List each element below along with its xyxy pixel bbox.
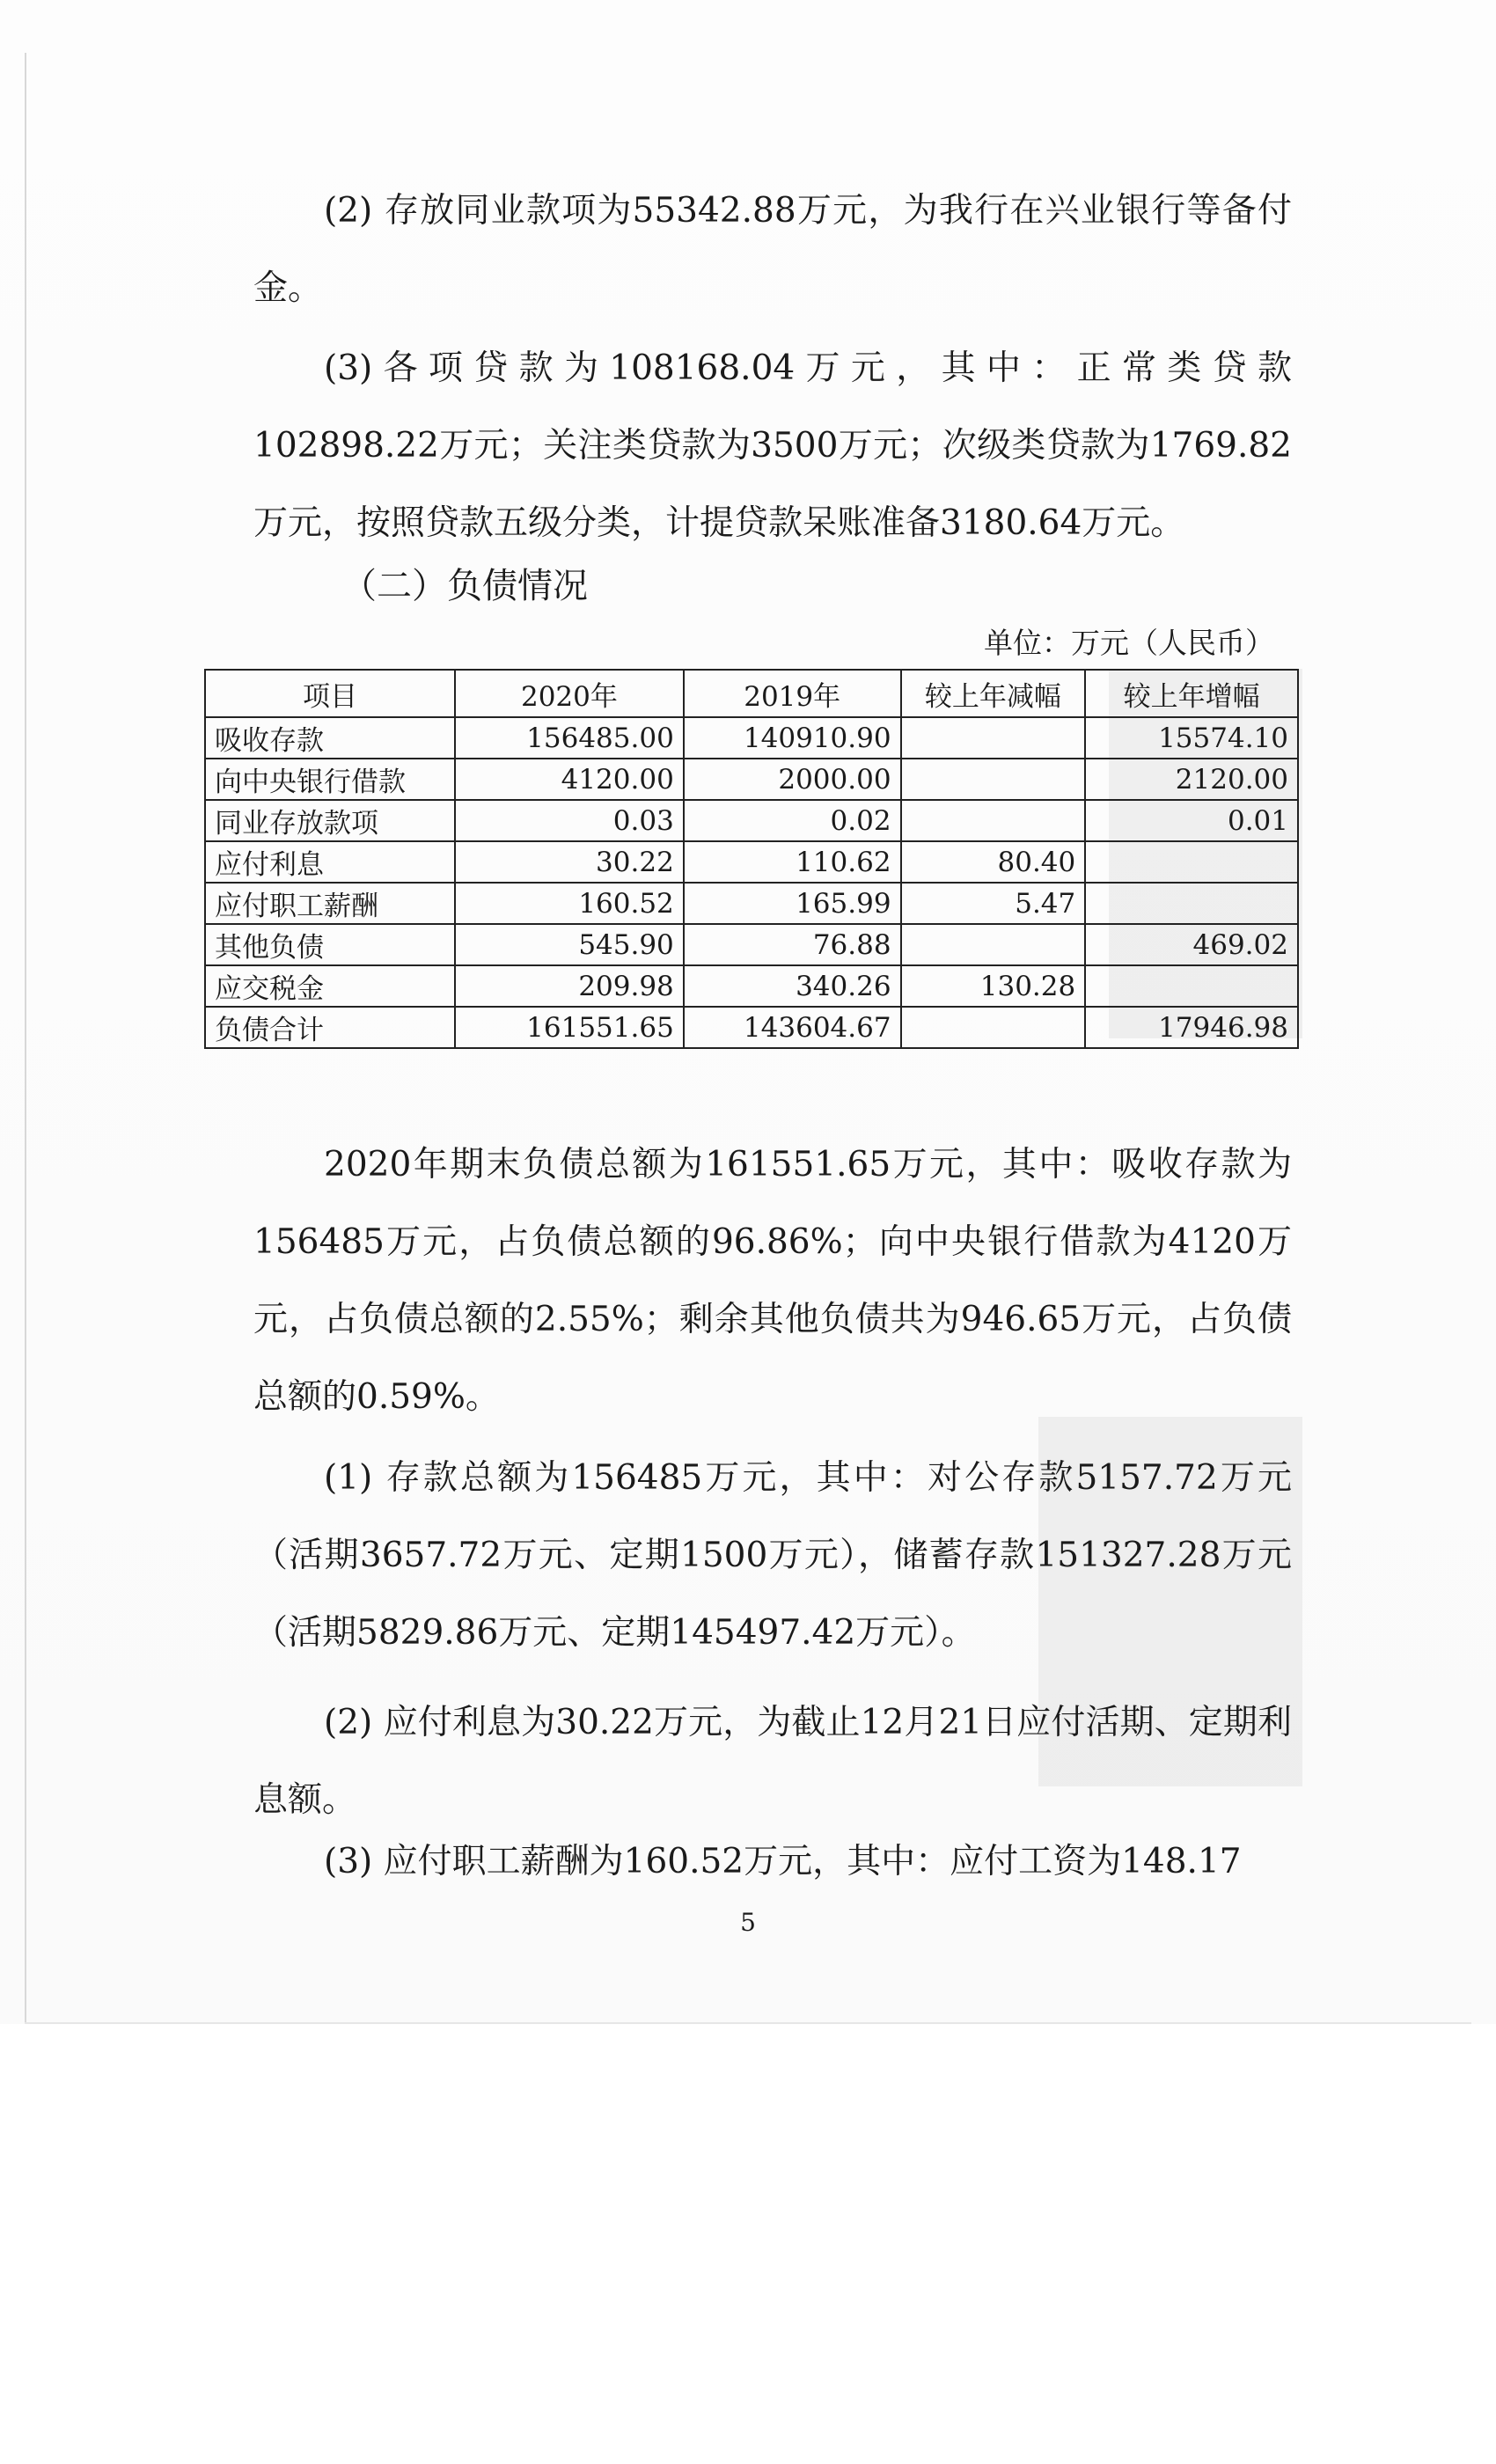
cell-decrease: 5.47 — [901, 883, 1086, 924]
page-left-edge — [25, 53, 26, 2024]
cell-2019: 0.02 — [684, 800, 901, 841]
cell-increase — [1085, 841, 1298, 883]
cell-decrease — [901, 759, 1086, 800]
cell-2020: 4120.00 — [455, 759, 684, 800]
unit-note: 单位：万元（人民币） — [984, 626, 1274, 660]
row-label: 吸收存款 — [205, 717, 455, 759]
row-label: 其他负债 — [205, 924, 455, 965]
paragraph-liabilities-summary: 2020年期末负债总额为161551.65万元，其中：吸收存款为156485万元，占负债总额的96.86%；向中央银行借款为4120万元，占负债总额的2.55%；剩余其他负债共为946.65万元，占负债总额的0.59%。 — [253, 1145, 1292, 1417]
section-heading: （二）负债情况 — [341, 566, 588, 606]
cell-2020: 30.22 — [455, 841, 684, 883]
cell-2019: 143604.67 — [684, 1007, 901, 1048]
cell-increase: 469.02 — [1085, 924, 1298, 965]
column-header: 项目 — [205, 670, 455, 717]
cell-increase: 15574.10 — [1085, 717, 1298, 759]
cell-increase: 17946.98 — [1085, 1007, 1298, 1048]
cell-2019: 340.26 — [684, 965, 901, 1007]
table-row — [205, 924, 1298, 965]
table-row — [205, 717, 1298, 759]
cell-2019: 2000.00 — [684, 759, 901, 800]
column-header: 较上年减幅 — [901, 670, 1086, 717]
paragraph-payroll-payable: (3) 应付职工薪酬为160.52万元，其中：应付工资为148.17 — [324, 1842, 1242, 1881]
cell-2020: 161551.65 — [455, 1007, 684, 1048]
cell-decrease — [901, 717, 1086, 759]
row-label: 负债合计 — [205, 1007, 455, 1048]
cell-2020: 209.98 — [455, 965, 684, 1007]
table-row — [205, 965, 1298, 1007]
page-bottom-edge — [25, 2022, 1471, 2024]
cell-2019: 140910.90 — [684, 717, 901, 759]
cell-decrease — [901, 924, 1086, 965]
table-row — [205, 883, 1298, 924]
cell-2019: 76.88 — [684, 924, 901, 965]
page-number: 5 — [740, 1908, 756, 1937]
cell-increase — [1085, 883, 1298, 924]
liabilities-table — [204, 669, 1299, 1049]
cell-2020: 156485.00 — [455, 717, 684, 759]
cell-increase — [1085, 965, 1298, 1007]
cell-decrease: 80.40 — [901, 841, 1086, 883]
cell-decrease — [901, 1007, 1086, 1048]
table-total-row — [205, 1007, 1298, 1048]
cell-decrease — [901, 800, 1086, 841]
cell-2020: 160.52 — [455, 883, 684, 924]
row-label: 向中央银行借款 — [205, 759, 455, 800]
row-label: 应付职工薪酬 — [205, 883, 455, 924]
row-label: 应交税金 — [205, 965, 455, 1007]
table-header-row — [205, 670, 1298, 717]
paragraph-deposits: (1) 存款总额为156485万元，其中：对公存款5157.72万元（活期3657.72万元、定期1500万元），储蓄存款151327.28万元（活期5829.86万元、定期145497.42万元）。 — [253, 1458, 1292, 1653]
cell-2019: 165.99 — [684, 883, 901, 924]
cell-increase: 2120.00 — [1085, 759, 1298, 800]
cell-2020: 0.03 — [455, 800, 684, 841]
cell-increase: 0.01 — [1085, 800, 1298, 841]
table-row — [205, 800, 1298, 841]
column-header: 较上年增幅 — [1085, 670, 1298, 717]
row-label: 同业存放款项 — [205, 800, 455, 841]
cell-2019: 110.62 — [684, 841, 901, 883]
table-row — [205, 841, 1298, 883]
cell-decrease: 130.28 — [901, 965, 1086, 1007]
row-label: 应付利息 — [205, 841, 455, 883]
paragraph-loans: (3)各项贷款为108168.04万元，其中：正常类贷款102898.22万元；关注类贷款为3500万元；次级类贷款为1769.82万元，按照贷款五级分类，计提贷款呆账准备3180.64万元。 — [253, 348, 1292, 543]
paragraph-interest-payable: (2) 应付利息为30.22万元，为截止12月21日应付活期、定期利息额。 — [253, 1703, 1292, 1820]
column-header: 2020年 — [455, 670, 684, 717]
paragraph-interbank-deposits: (2) 存放同业款项为55342.88万元，为我行在兴业银行等备付金。 — [253, 191, 1292, 308]
cell-2020: 545.90 — [455, 924, 684, 965]
column-header: 2019年 — [684, 670, 901, 717]
table-row — [205, 759, 1298, 800]
